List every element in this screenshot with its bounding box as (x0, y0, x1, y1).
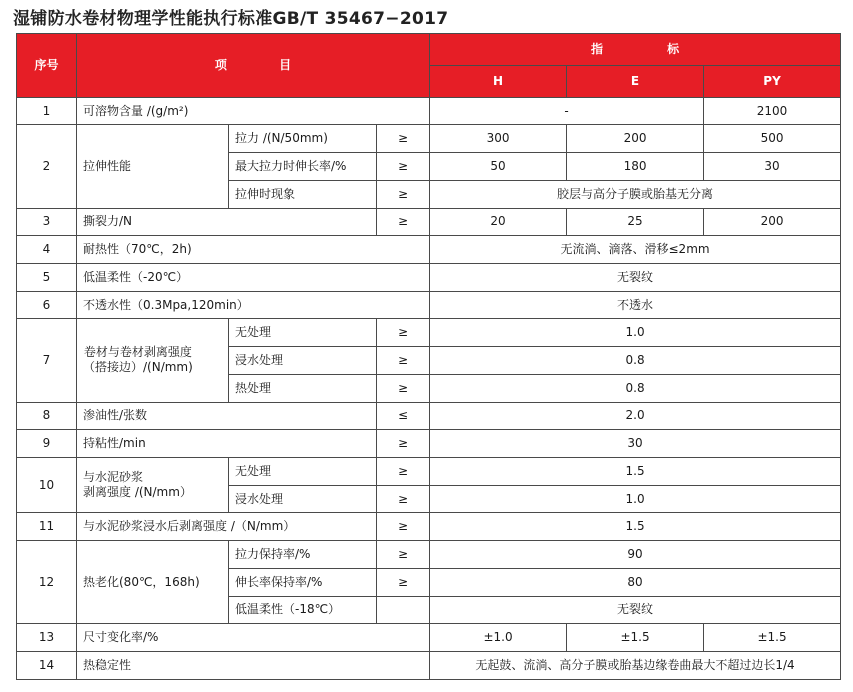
row-item: 热老化(80℃，168h) (77, 541, 229, 624)
operator: ≤ (377, 402, 430, 430)
value-all: 1.0 (430, 319, 841, 347)
value-h: 50 (430, 153, 567, 181)
row-item-line: 卷材与卷材剥离强度 (83, 345, 192, 360)
row-item: 尺寸变化率/% (77, 624, 430, 652)
value-py: ±1.5 (704, 624, 841, 652)
sub-item: 无处理 (229, 319, 377, 347)
row-number: 13 (17, 624, 77, 652)
value-all: 0.8 (430, 374, 841, 402)
value-h-e: - (430, 97, 704, 125)
row-number: 3 (17, 208, 77, 236)
row-item: 拉伸性能 (77, 125, 229, 208)
row-number: 5 (17, 263, 77, 291)
operator: ≥ (377, 347, 430, 375)
row-item-text (83, 345, 193, 375)
value-all: 2.0 (430, 402, 841, 430)
row-item: 热稳定性 (77, 652, 430, 680)
row-number: 11 (17, 513, 77, 541)
value-e: ±1.5 (567, 624, 704, 652)
table-row (17, 430, 841, 458)
row-item: 撕裂力/N (77, 208, 377, 236)
sub-item: 无处理 (229, 458, 377, 486)
value-e: 200 (567, 125, 704, 153)
value-h: 20 (430, 208, 567, 236)
sub-item: 拉力 /(N/50mm) (229, 125, 377, 153)
table-row (17, 236, 841, 264)
sub-item: 伸长率保持率/% (229, 568, 377, 596)
sub-item: 拉伸时现象 (229, 180, 377, 208)
table-row (17, 513, 841, 541)
row-number: 14 (17, 652, 77, 680)
row-number: 10 (17, 458, 77, 513)
value-all: 90 (430, 541, 841, 569)
header-seq: 序号 (17, 34, 77, 98)
value-all: 1.5 (430, 458, 841, 486)
row-number: 7 (17, 319, 77, 402)
row-number: 1 (17, 97, 77, 125)
table-row (17, 125, 841, 153)
value-h: ±1.0 (430, 624, 567, 652)
sub-item: 拉力保持率/% (229, 541, 377, 569)
row-item: 可溶物含量 /(g/m²) (77, 97, 430, 125)
value-all: 不透水 (430, 291, 841, 319)
header-type-h: H (430, 65, 567, 97)
value-all: 无裂纹 (430, 263, 841, 291)
operator: ≥ (377, 541, 430, 569)
header-type-py: PY (704, 65, 841, 97)
value-all: 胶层与高分子膜或胎基无分离 (430, 180, 841, 208)
operator: ≥ (377, 458, 430, 486)
value-all: 1.0 (430, 485, 841, 513)
value-all: 无裂纹 (430, 596, 841, 624)
operator: ≥ (377, 513, 430, 541)
row-number: 4 (17, 236, 77, 264)
operator (377, 596, 430, 624)
operator: ≥ (377, 319, 430, 347)
header-item: 项 目 (77, 34, 430, 98)
row-item-line: 剥离强度 /(N/mm） (83, 485, 192, 500)
header-row (17, 34, 841, 66)
value-all: 无起鼓、流淌、高分子膜或胎基边缘卷曲最大不超过边长1/4 (430, 652, 841, 680)
row-item (77, 458, 229, 513)
sub-item: 浸水处理 (229, 347, 377, 375)
page-title: 湿铺防水卷材物理学性能执行标准GB/T 35467−2017 (13, 9, 449, 29)
table-row (17, 263, 841, 291)
table-row (17, 624, 841, 652)
value-all: 80 (430, 568, 841, 596)
value-all: 0.8 (430, 347, 841, 375)
table-row (17, 458, 841, 486)
row-number: 2 (17, 125, 77, 208)
table-row (17, 402, 841, 430)
row-item-line: （搭接边）/(N/mm) (83, 360, 193, 375)
value-py: 200 (704, 208, 841, 236)
header-indicator: 指 标 (430, 34, 841, 66)
table-row (17, 291, 841, 319)
sub-item: 浸水处理 (229, 485, 377, 513)
row-number: 12 (17, 541, 77, 624)
row-item-line: 与水泥砂浆 (83, 470, 144, 485)
spec-table (16, 33, 841, 680)
row-number: 9 (17, 430, 77, 458)
row-item: 渗油性/张数 (77, 402, 377, 430)
value-e: 25 (567, 208, 704, 236)
row-item: 耐热性（70℃，2h) (77, 236, 430, 264)
row-item: 与水泥砂浆浸水后剥离强度 /（N/mm） (77, 513, 377, 541)
operator: ≥ (377, 153, 430, 181)
table-row (17, 97, 841, 125)
sub-item: 低温柔性（-18℃） (229, 596, 377, 624)
sub-item: 最大拉力时伸长率/% (229, 153, 377, 181)
value-all: 30 (430, 430, 841, 458)
operator: ≥ (377, 125, 430, 153)
operator: ≥ (377, 430, 430, 458)
table-row (17, 652, 841, 680)
value-h: 300 (430, 125, 567, 153)
value-py: 2100 (704, 97, 841, 125)
value-all: 无流淌、滴落、滑移≤2mm (430, 236, 841, 264)
row-item: 持粘性/min (77, 430, 377, 458)
value-all: 1.5 (430, 513, 841, 541)
row-item: 不透水性（0.3Mpa,120min） (77, 291, 430, 319)
row-item (77, 319, 229, 402)
operator: ≥ (377, 180, 430, 208)
table-row (17, 541, 841, 569)
operator: ≥ (377, 374, 430, 402)
header-type-e: E (567, 65, 704, 97)
sub-item: 热处理 (229, 374, 377, 402)
row-number: 8 (17, 402, 77, 430)
value-py: 30 (704, 153, 841, 181)
row-number: 6 (17, 291, 77, 319)
operator: ≥ (377, 485, 430, 513)
operator: ≥ (377, 568, 430, 596)
value-py: 500 (704, 125, 841, 153)
table-row (17, 208, 841, 236)
operator: ≥ (377, 208, 430, 236)
row-item: 低温柔性（-20℃） (77, 263, 430, 291)
table-row (17, 319, 841, 347)
value-e: 180 (567, 153, 704, 181)
